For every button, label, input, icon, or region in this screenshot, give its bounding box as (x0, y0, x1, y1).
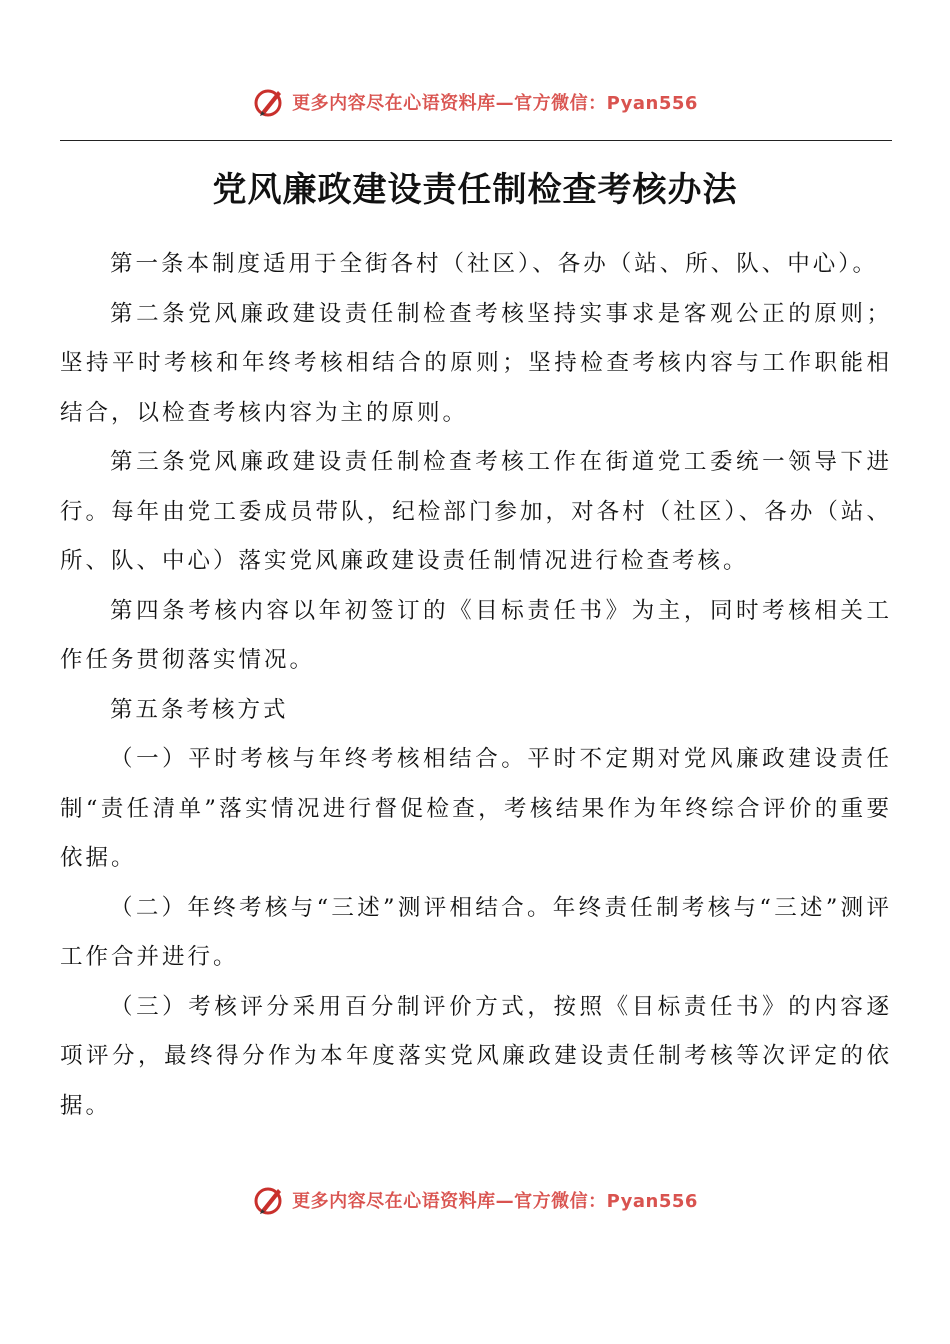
paragraph-article-2: 第二条党风廉政建设责任制检查考核坚持实事求是客观公正的原则；坚持平时考核和年终考核相结合的原则；坚持检查考核内容与工作职能相结合，以检查考核内容为主的原则。 (60, 300, 892, 426)
document-title: 党风廉政建设责任制检查考核办法 (212, 170, 738, 210)
paragraph-method-1: （一）平时考核与年终考核相结合。平时不定期对党风廉政建设责任制“责任清单”落实情况进行督促检查，考核结果作为年终综合评价的重要依据。 (60, 746, 892, 871)
document-body (60, 240, 892, 1131)
header-divider (60, 140, 892, 141)
banner-text: 更多内容尽在心语资料库—官方微信：Pyan556 (292, 1191, 698, 1212)
header-banner (0, 82, 950, 122)
paragraph-article-4: 第四条考核内容以年初签订的《目标责任书》为主，同时考核相关工作任务贯彻落实情况。 (60, 597, 892, 673)
paragraph-article-3: 第三条党风廉政建设责任制检查考核工作在街道党工委统一领导下进行。每年由党工委成员带队，纪检部门参加，对各村（社区）、各办（站、所、队、中心）落实党风廉政建设责任制情况进行检查考核。 (60, 449, 892, 574)
paragraph-method-3: （三）考核评分采用百分制评价方式，按照《目标责任书》的内容逐项评分，最终得分作为本年度落实党风廉政建设责任制考核等次评定的依据。 (60, 993, 892, 1119)
paragraph-method-2: （二）年终考核与“三述”测评相结合。年终责任制考核与“三述”测评工作合并进行。 (60, 894, 892, 970)
paragraph-article-1: 第一条本制度适用于全街各村（社区）、各办（站、所、队、中心）。 (110, 251, 879, 277)
paragraph-article-5-heading: 第五条考核方式 (110, 696, 289, 723)
pen-logo-icon (252, 85, 286, 119)
footer-banner (0, 1180, 950, 1220)
banner-text: 更多内容尽在心语资料库—官方微信：Pyan556 (292, 93, 698, 114)
pen-logo-icon (252, 1183, 286, 1217)
